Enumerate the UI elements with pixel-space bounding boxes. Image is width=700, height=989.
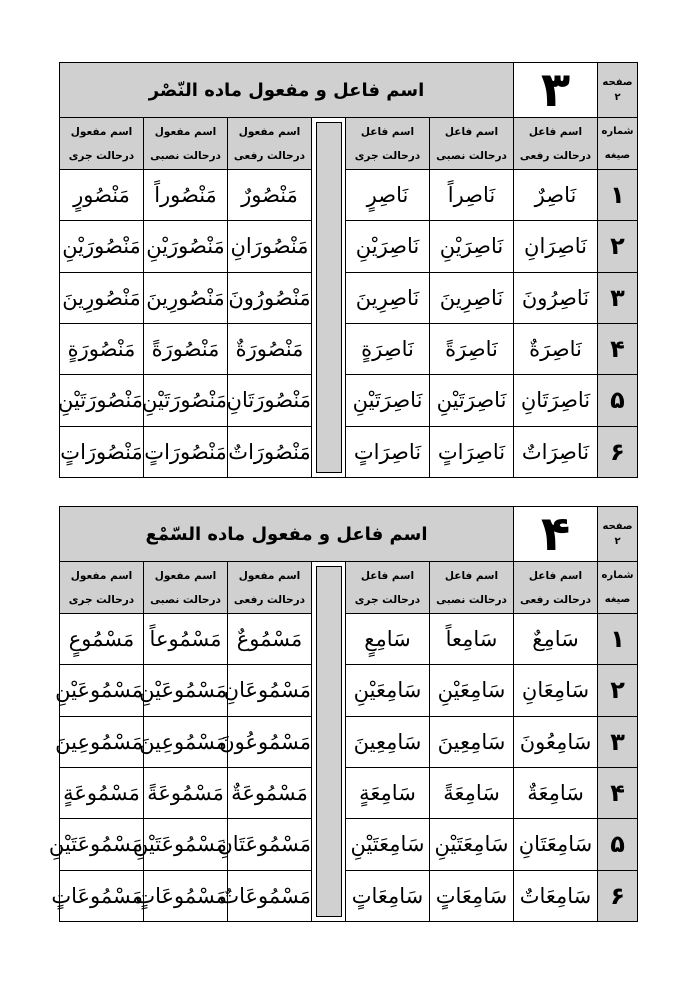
- maful-jarr-cell: مَسْمُوعَاتٍ: [60, 870, 144, 921]
- header-line-1: اسم فاعل: [528, 569, 583, 582]
- sigha-number: ۴: [598, 323, 638, 374]
- header-line-2: درحالت نصبی: [150, 593, 221, 606]
- header-line-1: اسم مفعول: [154, 569, 217, 582]
- table-row: [60, 870, 638, 921]
- header-sigha-number: [598, 562, 638, 614]
- maful-nasb-cell: مَنْصُورَاتٍ: [144, 426, 228, 477]
- fail-jarr-cell: نَاصِرَاتٍ: [346, 426, 430, 477]
- fail-raf-cell: نَاصِرُونَ: [514, 272, 598, 323]
- center-divider-cell: [312, 118, 346, 478]
- fail-jarr-cell: سَامِعٍ: [346, 614, 430, 665]
- maful-raf-cell: مَنْصُورَةٌ: [228, 323, 312, 374]
- maful-jarr-cell: مَنْصُورَةٍ: [60, 323, 144, 374]
- header-line-2: درحالت رفعی: [233, 149, 306, 162]
- header-line-2: درحالت نصبی: [436, 593, 507, 606]
- maful-raf-cell: مَنْصُورَانِ: [228, 221, 312, 272]
- maful-nasb-cell: مَسْمُوعَيْنِ: [144, 665, 228, 716]
- page-label-cell: [598, 507, 638, 562]
- header-fail-raf: [514, 118, 598, 170]
- header-line-2: درحالت رفعی: [519, 149, 592, 162]
- header-maful-raf: [228, 562, 312, 614]
- table-grid: [59, 62, 638, 478]
- fail-raf-cell: سَامِعَتَانِ: [514, 819, 598, 870]
- header-line-1: اسم فاعل: [360, 569, 415, 582]
- fail-raf-cell: سَامِعَاتٌ: [514, 870, 598, 921]
- maful-raf-cell: مَسْمُوعٌ: [228, 614, 312, 665]
- table-row: [60, 221, 638, 272]
- header-line-1: اسم مفعول: [70, 569, 133, 582]
- page-label-cell: [598, 63, 638, 118]
- fail-jarr-cell: نَاصِرَيْنِ: [346, 221, 430, 272]
- header-fail-jarr: [346, 562, 430, 614]
- header-maful-raf: [228, 118, 312, 170]
- maful-raf-cell: مَنْصُورُونَ: [228, 272, 312, 323]
- maful-raf-cell: مَسْمُوعَاتٌ: [228, 870, 312, 921]
- conjugation-table-2: [48, 506, 637, 922]
- fail-jarr-cell: نَاصِرِينَ: [346, 272, 430, 323]
- table-row: [60, 819, 638, 870]
- fail-raf-cell: سَامِعٌ: [514, 614, 598, 665]
- maful-nasb-cell: مَسْمُوعاً: [144, 614, 228, 665]
- header-line-2: صیغه: [604, 149, 631, 161]
- fail-raf-cell: نَاصِرَاتٌ: [514, 426, 598, 477]
- fail-nasb-cell: سَامِعَيْنِ: [430, 665, 514, 716]
- maful-jarr-cell: مَنْصُورِينَ: [60, 272, 144, 323]
- fail-nasb-cell: نَاصِرِينَ: [430, 272, 514, 323]
- header-fail-nasb: [430, 118, 514, 170]
- page-number: ۲: [614, 92, 621, 103]
- conjugation-table-1: [59, 62, 637, 478]
- sigha-number: ۲: [598, 221, 638, 272]
- header-line-1: اسم مفعول: [238, 569, 301, 582]
- sigha-number: ۱: [598, 614, 638, 665]
- header-line-2: صیغه: [604, 593, 631, 605]
- header-line-2: درحالت جری: [354, 149, 421, 162]
- sigha-number: ۵: [598, 375, 638, 426]
- fail-raf-cell: نَاصِرَانِ: [514, 221, 598, 272]
- header-line-2: درحالت جری: [68, 593, 135, 606]
- fail-nasb-cell: نَاصِرَةً: [430, 323, 514, 374]
- fail-raf-cell: سَامِعَانِ: [514, 665, 598, 716]
- header-line-1: شماره: [601, 569, 634, 581]
- fail-raf-cell: نَاصِرَتَانِ: [514, 375, 598, 426]
- table-row: [60, 170, 638, 221]
- header-sigha-number: [598, 118, 638, 170]
- header-line-1: اسم فاعل: [360, 125, 415, 138]
- maful-nasb-cell: مَسْمُوعَتَيْنِ: [144, 819, 228, 870]
- maful-nasb-cell: مَسْمُوعَةً: [144, 767, 228, 818]
- center-divider: [316, 122, 342, 473]
- table-row: [60, 665, 638, 716]
- maful-raf-cell: مَسْمُوعَتَانِ: [228, 819, 312, 870]
- maful-jarr-cell: مَسْمُوعٍ: [60, 614, 144, 665]
- maful-nasb-cell: مَنْصُوراً: [144, 170, 228, 221]
- maful-raf-cell: مَنْصُورَاتٌ: [228, 426, 312, 477]
- maful-jarr-cell: مَنْصُورٍ: [60, 170, 144, 221]
- fail-raf-cell: نَاصِرٌ: [514, 170, 598, 221]
- maful-nasb-cell: مَنْصُورِينَ: [144, 272, 228, 323]
- header-line-1: اسم مفعول: [70, 125, 133, 138]
- fail-nasb-cell: سَامِعَةً: [430, 767, 514, 818]
- maful-jarr-cell: مَسْمُوعَتَيْنِ: [60, 819, 144, 870]
- header-maful-nasb: [144, 118, 228, 170]
- maful-raf-cell: مَنْصُورَتَانِ: [228, 375, 312, 426]
- fail-nasb-cell: نَاصِرَيْنِ: [430, 221, 514, 272]
- maful-raf-cell: مَسْمُوعَةٌ: [228, 767, 312, 818]
- fail-jarr-cell: سَامِعَيْنِ: [346, 665, 430, 716]
- fail-raf-cell: نَاصِرَةٌ: [514, 323, 598, 374]
- fail-nasb-cell: نَاصِرَتَيْنِ: [430, 375, 514, 426]
- maful-nasb-cell: مَسْمُوعِينَ: [144, 716, 228, 767]
- fail-nasb-cell: سَامِعاً: [430, 614, 514, 665]
- table-title-cell: [60, 507, 514, 562]
- header-line-2: درحالت جری: [68, 149, 135, 162]
- table-row: [60, 272, 638, 323]
- header-maful-jarr: [60, 118, 144, 170]
- header-line-1: اسم فاعل: [444, 569, 499, 582]
- table-row: [60, 375, 638, 426]
- fail-nasb-cell: نَاصِرَاتٍ: [430, 426, 514, 477]
- maful-nasb-cell: مَنْصُورَيْنِ: [144, 221, 228, 272]
- table-row: [60, 614, 638, 665]
- fail-nasb-cell: سَامِعِينَ: [430, 716, 514, 767]
- maful-nasb-cell: مَنْصُورَتَيْنِ: [144, 375, 228, 426]
- maful-nasb-cell: مَنْصُورَةً: [144, 323, 228, 374]
- header-fail-jarr: [346, 118, 430, 170]
- sigha-number: ۱: [598, 170, 638, 221]
- fail-jarr-cell: نَاصِرَةٍ: [346, 323, 430, 374]
- fail-jarr-cell: سَامِعَاتٍ: [346, 870, 430, 921]
- sigha-number: ۳: [598, 272, 638, 323]
- header-line-2: درحالت نصبی: [150, 149, 221, 162]
- maful-jarr-cell: مَسْمُوعَيْنِ: [60, 665, 144, 716]
- header-line-1: شماره: [601, 125, 634, 137]
- fail-nasb-cell: سَامِعَاتٍ: [430, 870, 514, 921]
- fail-jarr-cell: سَامِعِينَ: [346, 716, 430, 767]
- header-line-2: درحالت جری: [354, 593, 421, 606]
- maful-jarr-cell: مَنْصُورَتَيْنِ: [60, 375, 144, 426]
- table-number: ۳: [540, 62, 571, 118]
- table-title: اسم فاعل و مفعول ماده السّمْع: [145, 523, 428, 545]
- maful-raf-cell: مَسْمُوعَانِ: [228, 665, 312, 716]
- table-title: اسم فاعل و مفعول ماده النّصْر: [148, 79, 425, 101]
- sigha-number: ۵: [598, 819, 638, 870]
- maful-raf-cell: مَسْمُوعُونَ: [228, 716, 312, 767]
- header-line-1: اسم فاعل: [528, 125, 583, 138]
- table-row: [60, 767, 638, 818]
- maful-jarr-cell: مَسْمُوعِينَ: [60, 716, 144, 767]
- fail-jarr-cell: سَامِعَتَيْنِ: [346, 819, 430, 870]
- maful-jarr-cell: مَنْصُورَيْنِ: [60, 221, 144, 272]
- header-fail-raf: [514, 562, 598, 614]
- page-label: صفحه: [602, 521, 633, 532]
- center-divider: [316, 566, 342, 917]
- table-number: ۴: [540, 506, 571, 562]
- fail-jarr-cell: سَامِعَةٍ: [346, 767, 430, 818]
- table-row: [60, 716, 638, 767]
- header-maful-nasb: [144, 562, 228, 614]
- table-row: [60, 426, 638, 477]
- sigha-number: ۶: [598, 870, 638, 921]
- header-maful-jarr: [60, 562, 144, 614]
- fail-nasb-cell: سَامِعَتَيْنِ: [430, 819, 514, 870]
- sigha-number: ۶: [598, 426, 638, 477]
- header-line-2: درحالت رفعی: [233, 593, 306, 606]
- fail-raf-cell: سَامِعُونَ: [514, 716, 598, 767]
- header-line-1: اسم فاعل: [444, 125, 499, 138]
- table-row: [60, 323, 638, 374]
- header-fail-nasb: [430, 562, 514, 614]
- fail-jarr-cell: نَاصِرٍ: [346, 170, 430, 221]
- header-line-2: درحالت رفعی: [519, 593, 592, 606]
- table-grid: [48, 506, 638, 922]
- maful-raf-cell: مَنْصُورٌ: [228, 170, 312, 221]
- fail-raf-cell: سَامِعَةٌ: [514, 767, 598, 818]
- page-number: ۲: [614, 536, 621, 547]
- table-number-cell: [514, 63, 598, 118]
- sigha-number: ۳: [598, 716, 638, 767]
- table-number-cell: [514, 507, 598, 562]
- maful-jarr-cell: مَسْمُوعَةٍ: [60, 767, 144, 818]
- sigha-number: ۴: [598, 767, 638, 818]
- maful-jarr-cell: مَنْصُورَاتٍ: [60, 426, 144, 477]
- maful-nasb-cell: مَسْمُوعَاتٍ: [144, 870, 228, 921]
- fail-nasb-cell: نَاصِراً: [430, 170, 514, 221]
- header-line-1: اسم مفعول: [154, 125, 217, 138]
- center-divider-cell: [312, 562, 346, 922]
- fail-jarr-cell: نَاصِرَتَيْنِ: [346, 375, 430, 426]
- sigha-number: ۲: [598, 665, 638, 716]
- page-label: صفحه: [602, 77, 633, 88]
- header-line-1: اسم مفعول: [238, 125, 301, 138]
- table-title-cell: [60, 63, 514, 118]
- header-line-2: درحالت نصبی: [436, 149, 507, 162]
